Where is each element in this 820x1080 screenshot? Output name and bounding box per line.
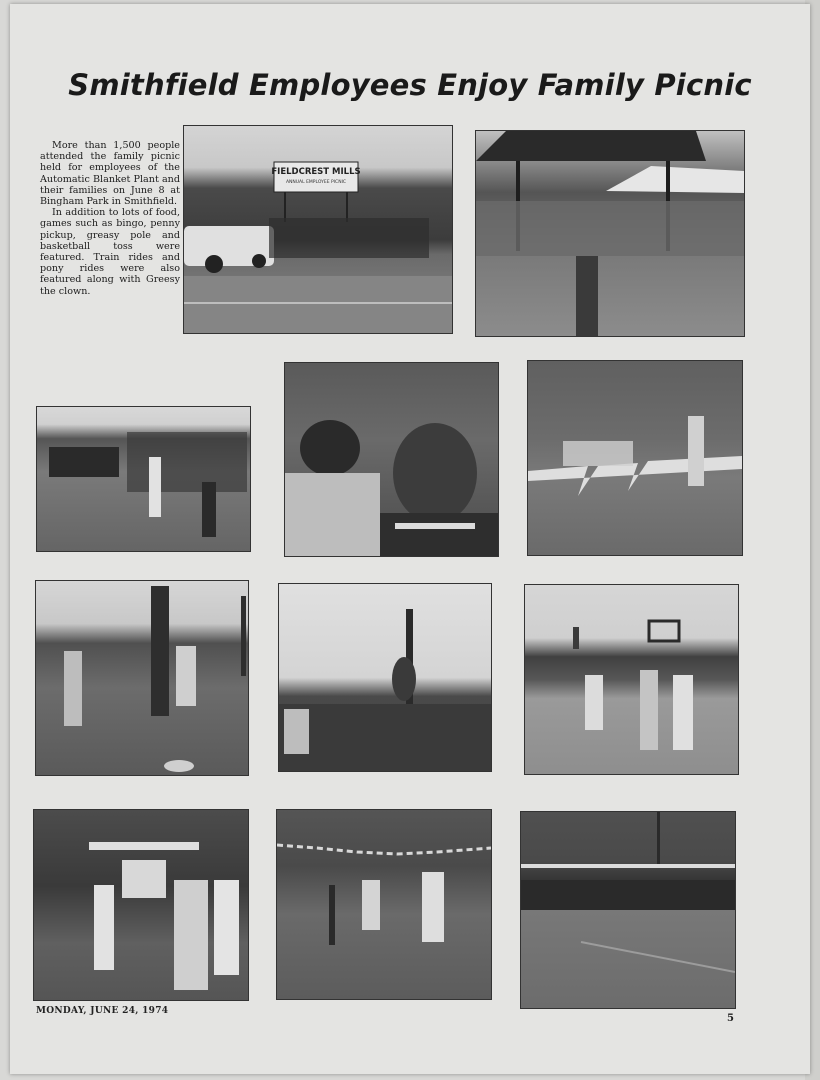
train-ride-photo bbox=[36, 406, 251, 552]
picnic-shelter-photo bbox=[475, 130, 745, 337]
footer-date: MONDAY, JUNE 24, 1974 bbox=[36, 1006, 169, 1016]
greasy-pole-crowd-photo bbox=[35, 580, 249, 776]
picnic-sign-photo bbox=[183, 125, 453, 334]
greasy-pole-climb-photo bbox=[278, 583, 492, 772]
intro-text bbox=[40, 140, 180, 297]
page-number: 5 bbox=[727, 1013, 734, 1024]
intro-paragraph: More than 1,500 people attended the family picnic held for employees of the Automatic Blanket Plant and their families on June 8 at Bingham Park in Smithfield. bbox=[40, 140, 180, 208]
crowd-closeup-photo bbox=[284, 362, 499, 557]
sign-line1: FIELDCREST MILLS bbox=[271, 167, 361, 177]
field-gathering-photo bbox=[524, 584, 739, 775]
game-booth-photo bbox=[527, 360, 743, 556]
intro-paragraph: In addition to lots of food, games such as bingo, penny pickup, greasy pole and basketball toss were featured. Train rides and pony rides were also featured along with Greesy the clown. bbox=[40, 207, 180, 297]
ballfield-photo bbox=[520, 811, 736, 1009]
booth-tent-photo bbox=[33, 809, 249, 1001]
sign-line2: ANNUAL EMPLOYEE PICNIC bbox=[285, 180, 347, 185]
pennant-line-photo bbox=[276, 809, 492, 1000]
headline: Smithfield Employees Enjoy Family Picnic bbox=[68, 68, 752, 102]
